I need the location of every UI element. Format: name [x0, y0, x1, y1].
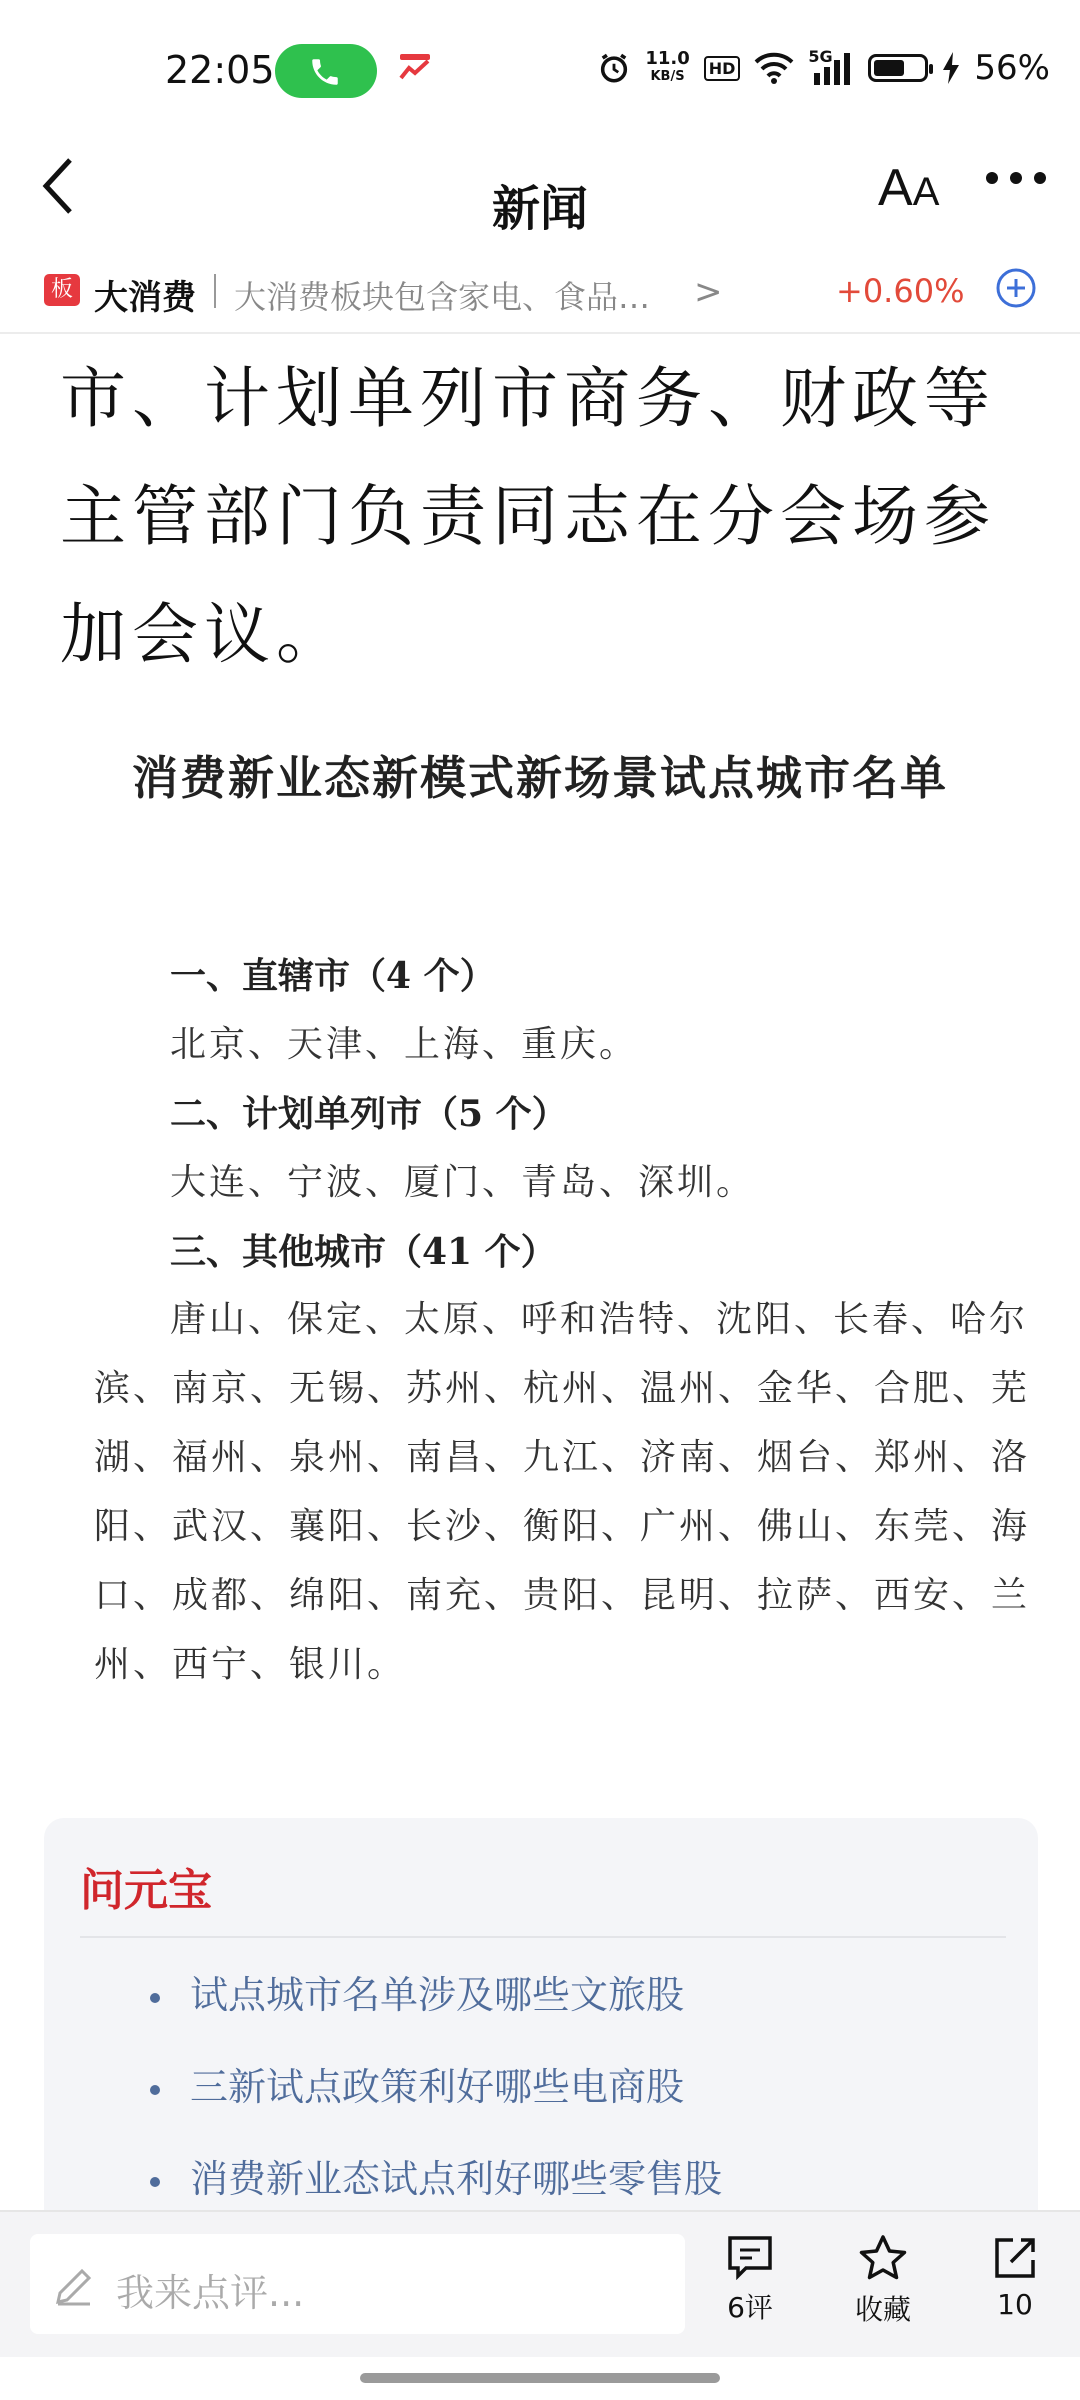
phone-icon	[308, 55, 342, 89]
hd-icon: HD	[704, 56, 741, 81]
chevron-right-icon: >	[694, 272, 723, 312]
charging-icon	[942, 52, 960, 84]
section-body: 北京、天津、上海、重庆。	[170, 1024, 639, 1065]
star-icon	[858, 2234, 908, 2282]
more-options-button[interactable]	[985, 170, 1047, 189]
divider	[214, 274, 216, 308]
battery-percent: 56%	[974, 48, 1050, 88]
share-count: 10	[997, 2288, 1033, 2321]
document-title: 消费新业态新模式新场景试点城市名单	[132, 751, 948, 805]
ai-question-link[interactable]: 试点城市名单涉及哪些文旅股	[80, 1964, 684, 2019]
section-heading: 二、计划单列市（5 个）	[170, 1093, 568, 1135]
status-bar	[0, 0, 1080, 140]
ai-box-title: 问元宝	[80, 1865, 212, 1916]
font-size-button[interactable]: AA	[878, 159, 940, 217]
bullet-icon	[150, 2085, 160, 2095]
clock: 22:05	[165, 48, 275, 92]
bullet-icon	[150, 1993, 160, 2003]
wifi-icon	[754, 52, 794, 84]
stock-app-notification-icon	[398, 52, 432, 82]
add-watchlist-icon[interactable]	[994, 266, 1038, 310]
battery-icon	[868, 54, 928, 82]
sector-badge: 板	[44, 274, 80, 306]
favorite-button[interactable]	[828, 2234, 938, 2328]
pencil-icon	[52, 2264, 96, 2308]
section-heading: 一、直辖市（4 个）	[170, 955, 496, 997]
cellular-signal-icon: 5G	[808, 51, 854, 85]
article-image-city-list[interactable]	[60, 740, 1031, 1720]
top-nav-bar	[0, 140, 1080, 260]
home-indicator[interactable]	[360, 2373, 720, 2383]
sector-name[interactable]: 大消费	[94, 278, 196, 318]
section-heading: 三、其他城市（41 个）	[170, 1231, 557, 1273]
comment-icon	[726, 2234, 774, 2280]
bullet-icon	[150, 2177, 160, 2187]
ai-question-link[interactable]: 三新试点政策利好哪些电商股	[80, 2056, 684, 2111]
comments-count: 6评	[727, 2291, 773, 2324]
share-button[interactable]	[960, 2234, 1070, 2321]
section-body: 大连、宁波、厦门、青岛、深圳。	[170, 1162, 756, 1203]
network-speed: 11.0 KB/S	[645, 48, 690, 84]
article-paragraph: 市、计划单列市商务、财政等主管部门负责同志在分会场参加会议。	[60, 360, 996, 673]
ai-question-link[interactable]: 消费新业态试点利好哪些零售股	[80, 2148, 722, 2203]
section-body: 唐山、保定、太原、呼和浩特、沈阳、长春、哈尔滨、南京、无锡、苏州、杭州、温州、金华、合肥、芜湖、福州、泉州、南昌、九江、济南、烟台、郑州、洛阳、武汉、襄阳、长沙、衡阳、广州、佛山、东莞、海口、成都、绵阳、南充、贵阳、昆明、拉萨、西安、兰州、西宁、银川。	[94, 1299, 1031, 1685]
ongoing-call-indicator[interactable]	[275, 44, 377, 98]
sector-description[interactable]: 大消费板块包含家电、食品…	[234, 278, 651, 316]
alarm-icon	[597, 51, 631, 85]
comments-button[interactable]	[695, 2234, 805, 2326]
page-title: 新闻	[491, 181, 588, 237]
divider	[80, 1936, 1006, 1938]
more-dots-icon	[985, 171, 1047, 185]
favorite-label: 收藏	[854, 2293, 911, 2326]
share-icon	[991, 2234, 1039, 2282]
related-sector-bar[interactable]	[0, 262, 1080, 334]
sector-change: +0.60%	[836, 272, 965, 310]
bottom-action-bar	[0, 2210, 1080, 2357]
ai-ask-box	[44, 1818, 1038, 2238]
comment-placeholder: 我来点评...	[116, 2271, 305, 2315]
comment-input[interactable]	[30, 2234, 685, 2334]
